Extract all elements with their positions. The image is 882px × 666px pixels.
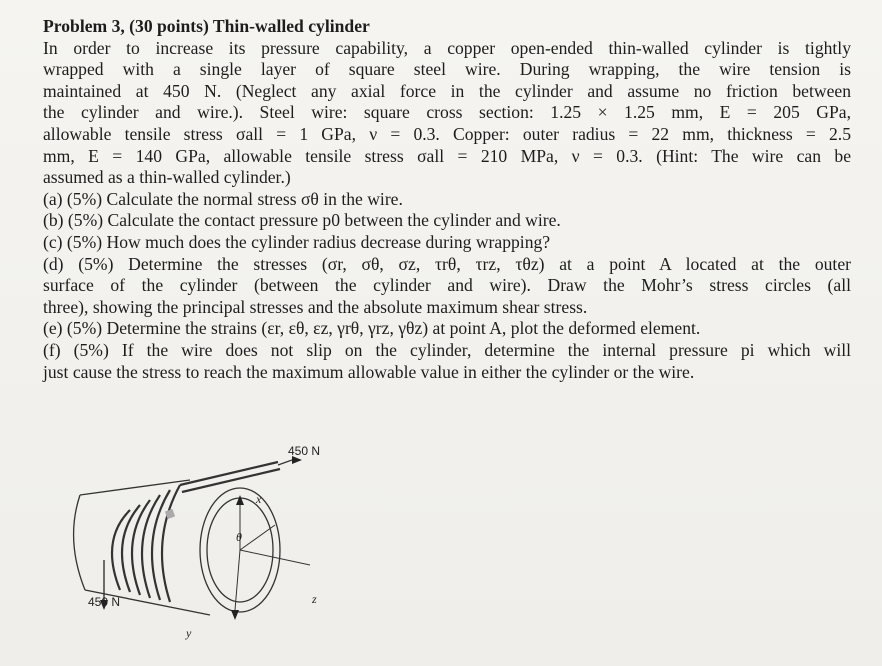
part-d-line-2: surface of the cylinder (between the cylinder and wire). Draw the Mohr’s stress circles (all xyxy=(43,275,851,296)
part-f-line-1: (f) (5%) If the wire does not slip on the cylinder, determine the internal pressure pi which will xyxy=(43,339,851,360)
problem-line-1: In order to increase its pressure capability, a copper open-ended thin-walled cylinder is tightly xyxy=(43,37,851,58)
problem-text xyxy=(43,16,851,383)
problem-heading: Problem 3, (30 points) Thin-walled cylinder xyxy=(43,16,370,36)
axis-z-label: z xyxy=(312,592,317,606)
part-d-line-1: (d) (5%) Determine the stresses (σr, σθ, σz, τrθ, τrz, τθz) at a point A located at the outer xyxy=(43,253,851,274)
problem-line-7: assumed as a thin-walled cylinder.) xyxy=(43,167,291,188)
part-d-line-3: three), showing the principal stresses and the absolute maximum shear stress. xyxy=(43,296,588,317)
force-label-top: 450 N xyxy=(288,444,321,458)
cylinder-diagram xyxy=(60,440,360,660)
axis-y-label: y xyxy=(186,626,192,640)
part-f-line-2: just cause the stress to reach the maximum allowable value in either the cylinder or the wire. xyxy=(43,361,695,382)
angle-label: θ xyxy=(236,530,242,544)
part-c: (c) (5%) How much does the cylinder radius decrease during wrapping? xyxy=(43,231,551,252)
part-b: (b) (5%) Calculate the contact pressure p0 between the cylinder and wire. xyxy=(43,210,561,231)
problem-line-2: wrapped with a single layer of square steel wire. During wrapping, the wire tension is xyxy=(43,59,851,80)
problem-line-6: mm, E = 140 GPa, allowable tensile stress σall = 210 MPa, ν = 0.3. (Hint: The wire can be xyxy=(43,145,851,166)
force-label-bottom: 450 N xyxy=(88,595,121,609)
axis-x-label: x xyxy=(256,492,262,506)
part-e: (e) (5%) Determine the strains (εr, εθ, εz, γrθ, γrz, γθz) at point A, plot the deformed element. xyxy=(43,318,701,339)
problem-line-3: maintained at 450 N. (Neglect any axial force in the cylinder and assume no friction between xyxy=(43,80,851,101)
problem-line-5: allowable tensile stress σall = 1 GPa, ν = 0.3. Copper: outer radius = 22 mm, thickness = 2.5 xyxy=(43,123,851,144)
cylinder-figure xyxy=(60,440,360,660)
part-a: (a) (5%) Calculate the normal stress σθ in the wire. xyxy=(43,188,403,209)
problem-line-4: the cylinder and wire.). Steel wire: square cross section: 1.25 × 1.25 mm, E = 205 GPa, xyxy=(43,102,851,123)
